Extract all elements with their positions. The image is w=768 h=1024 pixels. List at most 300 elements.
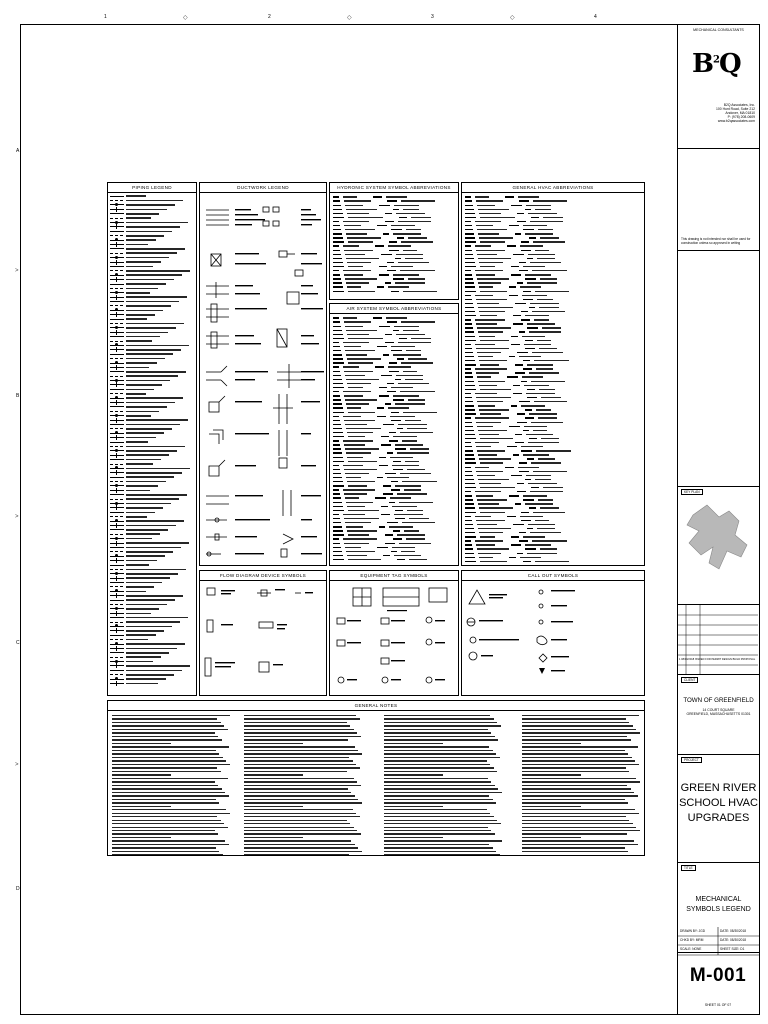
definition-mark — [477, 450, 505, 451]
definition-mark — [480, 364, 499, 365]
client-label: CLIENT — [681, 677, 698, 683]
abbreviation-mark — [397, 428, 403, 429]
pipe-line-symbol — [110, 415, 124, 416]
legend-text-mark — [126, 472, 182, 474]
abbreviation-mark — [399, 338, 407, 339]
note-text-mark — [384, 809, 487, 810]
definition-mark — [479, 458, 511, 459]
note-text-mark — [244, 809, 353, 810]
abbreviation-mark — [333, 245, 339, 246]
abbreviation-mark — [511, 544, 521, 545]
definition-mark — [403, 209, 419, 210]
note-text-mark — [112, 753, 219, 754]
definition-mark — [398, 262, 429, 263]
abbreviation-mark — [333, 481, 343, 482]
drawing-title — [678, 895, 759, 915]
pipe-line-symbol — [110, 503, 124, 504]
abbreviation-mark — [333, 362, 344, 363]
legend-text-mark — [126, 476, 174, 478]
abbreviation-mark — [373, 317, 382, 318]
definition-mark — [480, 561, 507, 562]
panel-title: CALL OUT SYMBOLS — [462, 571, 644, 581]
abbreviation-mark — [389, 432, 396, 433]
abbreviation-mark — [517, 213, 524, 214]
abbreviation-mark — [377, 286, 384, 287]
definition-mark — [345, 326, 363, 327]
definition-mark — [526, 434, 553, 435]
key-plan-label: KEY PLAN — [681, 489, 703, 495]
definition-mark — [534, 319, 549, 320]
legend-text-mark — [126, 314, 155, 316]
callout-symbols — [463, 582, 645, 694]
abbreviation-mark — [465, 434, 475, 435]
definition-mark — [347, 213, 369, 214]
abbreviation-mark — [511, 336, 518, 337]
abbreviation-mark — [521, 319, 530, 320]
pipe-line-symbol — [110, 420, 124, 421]
pipe-line-symbol — [110, 332, 124, 333]
project-label: PROJECT — [681, 757, 702, 763]
note-text-mark — [384, 715, 490, 716]
definition-mark — [344, 200, 371, 201]
definition-mark — [478, 553, 501, 554]
definition-mark — [344, 493, 367, 494]
definition-mark — [533, 471, 567, 472]
definition-mark — [401, 200, 435, 201]
abbreviation-mark — [465, 389, 476, 390]
firm-logo — [692, 49, 741, 79]
abbreviation-mark — [465, 319, 471, 320]
abbreviation-mark — [531, 487, 539, 488]
definition-mark — [478, 503, 499, 504]
definition-mark — [478, 258, 511, 259]
definition-mark — [523, 225, 547, 226]
note-text-mark — [112, 820, 221, 821]
legend-text-mark — [126, 397, 183, 399]
definition-mark — [476, 520, 505, 521]
abbreviation-mark — [525, 348, 535, 349]
firm-line: Andover, MA 01810 — [725, 111, 755, 115]
pipe-line-symbol — [110, 314, 124, 315]
pipe-line-symbol — [110, 490, 124, 491]
pipe-line-symbol — [110, 648, 124, 649]
pipe-line-symbol — [110, 464, 124, 465]
legend-text-mark — [126, 231, 172, 233]
abbreviation-mark — [385, 221, 394, 222]
pipe-line-symbol — [110, 209, 124, 210]
legend-text-mark — [126, 564, 149, 566]
abbreviation-mark — [465, 544, 472, 545]
definition-mark — [540, 278, 557, 279]
note-text-mark — [112, 792, 225, 793]
definition-mark — [395, 444, 423, 445]
abbreviation-mark — [333, 395, 340, 396]
definition-mark — [346, 354, 367, 355]
abbreviation-mark — [515, 364, 523, 365]
abbreviation-mark — [389, 241, 397, 242]
abbreviation-mark — [465, 340, 476, 341]
pipe-line-symbol — [110, 341, 124, 342]
abbreviation-mark — [333, 526, 342, 527]
definition-mark — [480, 462, 503, 463]
abbreviation-mark — [333, 282, 342, 283]
definition-mark — [398, 424, 427, 425]
legend-text-mark — [126, 674, 174, 676]
abbreviation-mark — [333, 213, 343, 214]
abbreviation-mark — [391, 551, 397, 552]
note-text-mark — [244, 830, 357, 831]
definition-mark — [394, 326, 419, 327]
definition-mark — [389, 526, 413, 527]
legend-text-mark — [126, 279, 174, 281]
drawn-date: DATE: 08/30/2018 — [720, 929, 746, 933]
pipe-line-symbol — [110, 411, 124, 412]
abbreviation-mark — [465, 540, 471, 541]
equipment-tag-symbols-panel — [329, 570, 459, 696]
notes-column — [522, 715, 640, 851]
abbreviation-mark — [465, 270, 471, 271]
definition-mark — [527, 282, 557, 283]
pipe-line-symbol — [110, 270, 124, 271]
abbreviation-mark — [333, 379, 342, 380]
definition-mark — [478, 454, 497, 455]
abbreviation-mark — [381, 506, 388, 507]
definition-mark — [479, 409, 509, 410]
legend-text-mark — [301, 308, 323, 309]
definition-mark — [526, 475, 551, 476]
note-text-mark — [112, 813, 230, 814]
pipe-line-symbol — [110, 279, 124, 280]
pipe-line-symbol — [110, 371, 124, 372]
pipe-line-symbol — [110, 586, 124, 587]
definition-mark — [345, 497, 359, 498]
legend-text-mark — [126, 217, 151, 219]
pipe-line-symbol — [110, 253, 124, 254]
abbreviation-mark — [377, 416, 386, 417]
panel-title: GENERAL NOTES — [108, 701, 644, 711]
definition-mark — [531, 462, 561, 463]
pipe-line-symbol — [110, 556, 124, 557]
definition-mark — [520, 286, 541, 287]
definition-mark — [535, 520, 549, 521]
abbreviation-mark — [465, 295, 471, 296]
abbreviation-mark — [379, 465, 388, 466]
legend-text-mark — [126, 547, 181, 549]
pipe-line-symbol — [110, 218, 124, 219]
abbreviation-mark — [387, 262, 394, 263]
ductwork-symbols — [201, 194, 327, 564]
abbreviation-mark — [333, 502, 342, 503]
definition-mark — [475, 516, 491, 517]
definition-mark — [531, 381, 565, 382]
note-text-mark — [112, 771, 221, 772]
abbreviation-row — [333, 558, 455, 562]
pipe-line-symbol — [110, 349, 124, 350]
callout-symbols-panel — [461, 570, 645, 696]
abbreviation-mark — [465, 524, 473, 525]
definition-mark — [540, 237, 559, 238]
legend-text-mark — [126, 555, 165, 557]
legend-text-mark — [126, 608, 159, 610]
panel-title: PIPING LEGEND — [108, 183, 196, 193]
abbreviation-mark — [465, 475, 473, 476]
abbreviation-mark — [519, 262, 526, 263]
legend-text-mark — [235, 465, 256, 466]
abbreviation-mark — [523, 561, 531, 562]
note-text-mark — [384, 764, 490, 765]
firm-address — [716, 103, 755, 123]
definition-mark — [521, 446, 543, 447]
definition-mark — [477, 499, 507, 500]
abbreviation-mark — [379, 205, 390, 206]
legend-text-mark — [126, 617, 188, 619]
definition-mark — [475, 344, 495, 345]
note-text-mark — [522, 743, 581, 744]
abbreviation-mark — [465, 348, 472, 349]
abbreviation-mark — [333, 440, 339, 441]
definition-mark — [347, 530, 377, 531]
abbreviation-mark — [333, 205, 341, 206]
definition-mark — [526, 393, 555, 394]
note-text-mark — [112, 830, 215, 831]
note-text-mark — [244, 736, 361, 737]
abbreviation-mark — [517, 282, 523, 283]
legend-text-mark — [126, 327, 176, 329]
note-text-mark — [522, 725, 633, 726]
pipe-line-symbol — [110, 543, 124, 544]
note-text-mark — [244, 844, 355, 845]
definition-mark — [399, 502, 433, 503]
note-text-mark — [522, 813, 639, 814]
definition-mark — [345, 473, 369, 474]
abbreviation-mark — [525, 409, 532, 410]
pipe-line-symbol — [110, 622, 124, 623]
legend-text-mark — [126, 261, 161, 263]
legend-text-mark — [126, 560, 157, 562]
definition-mark — [347, 262, 371, 263]
definition-mark — [475, 417, 509, 418]
legend-text-mark — [126, 529, 168, 531]
definition-mark — [541, 397, 561, 398]
note-text-mark — [384, 729, 488, 730]
definition-mark — [345, 399, 377, 400]
definition-mark — [541, 438, 559, 439]
definition-mark — [403, 250, 417, 251]
definition-mark — [345, 424, 367, 425]
legend-text-mark — [301, 224, 312, 225]
abbreviation-mark — [465, 405, 474, 406]
pipe-line-symbol — [110, 288, 124, 289]
hvac-abbreviation-rows — [465, 195, 641, 562]
definition-mark — [479, 286, 493, 287]
definition-mark — [478, 209, 509, 210]
definition-mark — [529, 372, 559, 373]
abbreviation-mark — [527, 528, 533, 529]
definition-mark — [345, 205, 363, 206]
abbreviation-mark — [523, 430, 529, 431]
pipe-line-symbol — [110, 402, 124, 403]
abbreviation-mark — [521, 520, 531, 521]
definition-mark — [397, 452, 429, 453]
abbreviation-mark — [465, 491, 471, 492]
legend-text-mark — [126, 595, 183, 597]
panel-title: DUCTWORK LEGEND — [200, 183, 326, 193]
abbreviation-mark — [377, 225, 387, 226]
abbreviation-mark — [389, 250, 399, 251]
abbreviation-mark — [509, 356, 515, 357]
legend-text-mark — [126, 468, 190, 470]
note-text-mark — [522, 736, 627, 737]
definition-mark — [344, 321, 371, 322]
legend-text-mark — [126, 402, 175, 404]
definition-mark — [533, 200, 567, 201]
note-text-mark — [522, 785, 627, 786]
abbreviation-mark — [387, 270, 396, 271]
abbreviation-mark — [333, 229, 341, 230]
abbreviation-mark — [387, 321, 397, 322]
definition-mark — [344, 274, 363, 275]
definition-mark — [477, 327, 511, 328]
definition-mark — [542, 327, 561, 328]
definition-mark — [345, 254, 365, 255]
legend-text-mark — [235, 253, 259, 254]
abbreviation-mark — [333, 489, 339, 490]
legend-text-mark — [126, 516, 147, 518]
drawn-by: DRAWN BY: JGD — [680, 929, 706, 933]
abbreviation-mark — [509, 286, 516, 287]
client-name: TOWN OF GREENFIELD — [683, 697, 754, 704]
abbreviation-mark — [465, 561, 476, 562]
legend-text-mark — [235, 224, 252, 225]
definition-mark — [478, 430, 507, 431]
definition-mark — [343, 221, 369, 222]
definition-mark — [388, 407, 409, 408]
pipe-line-symbol — [110, 617, 124, 618]
note-text-mark — [112, 736, 218, 737]
pipe-line-symbol — [110, 442, 124, 443]
definition-mark — [477, 524, 497, 525]
abbreviation-mark — [333, 559, 344, 560]
abbreviation-mark — [465, 209, 474, 210]
note-text-mark — [384, 750, 493, 751]
definition-mark — [539, 389, 555, 390]
note-text-mark — [112, 847, 216, 848]
note-text-mark — [112, 739, 222, 740]
abbreviation-mark — [379, 526, 385, 527]
legend-text-mark — [126, 266, 153, 268]
note-text-mark — [112, 840, 225, 841]
abbreviation-mark — [333, 461, 344, 462]
legend-text-mark — [126, 656, 161, 658]
legend-text-mark — [301, 536, 317, 537]
definition-mark — [476, 200, 503, 201]
legend-text-mark — [235, 343, 261, 344]
sheet-size: SHEET SIZE: D1 — [720, 947, 745, 951]
abbreviation-mark — [377, 407, 384, 408]
definition-mark — [388, 245, 411, 246]
note-text-mark — [244, 802, 362, 803]
definition-mark — [477, 229, 507, 230]
abbreviation-mark — [465, 368, 471, 369]
definition-mark — [396, 334, 425, 335]
legend-text-mark — [126, 318, 147, 320]
definition-mark — [343, 245, 359, 246]
abbreviation-mark — [379, 326, 390, 327]
abbreviation-mark — [383, 424, 394, 425]
abbreviation-mark — [465, 385, 475, 386]
note-text-mark — [244, 854, 349, 855]
definition-mark — [531, 422, 563, 423]
air-abbreviation-rows — [333, 316, 455, 562]
definition-mark — [528, 524, 555, 525]
pipe-line-symbol — [110, 200, 124, 201]
definition-mark — [347, 506, 365, 507]
abbreviation-mark — [465, 327, 473, 328]
abbreviation-mark — [465, 430, 474, 431]
abbreviation-mark — [399, 217, 407, 218]
abbreviation-mark — [465, 426, 473, 427]
definition-mark — [348, 338, 383, 339]
definition-mark — [348, 266, 363, 267]
abbreviation-mark — [333, 266, 344, 267]
pipe-line-symbol — [110, 547, 124, 548]
abbreviation-mark — [529, 438, 537, 439]
definition-mark — [530, 491, 563, 492]
note-text-mark — [112, 799, 216, 800]
legend-text-mark — [126, 288, 158, 290]
abbreviation-mark — [375, 366, 384, 367]
definition-mark — [347, 555, 367, 556]
definition-mark — [407, 428, 427, 429]
note-text-mark — [522, 739, 631, 740]
definition-mark — [343, 416, 361, 417]
definition-mark — [388, 366, 411, 367]
panel-title: AIR SYSTEM SYMBOL ABBREVIATIONS — [330, 304, 458, 314]
definition-mark — [343, 391, 371, 392]
definition-mark — [534, 401, 567, 402]
abbreviation-mark — [333, 254, 341, 255]
abbreviation-mark — [333, 217, 344, 218]
definition-mark — [344, 518, 379, 519]
pipe-line-symbol — [110, 248, 124, 249]
definition-mark — [480, 438, 513, 439]
legend-text-mark — [235, 433, 269, 434]
definition-mark — [530, 532, 561, 533]
legend-text-mark — [126, 454, 169, 456]
abbreviation-mark — [333, 428, 342, 429]
flow-diagram-symbols — [201, 582, 327, 694]
definition-mark — [400, 432, 433, 433]
abbreviation-mark — [465, 397, 472, 398]
legend-text-mark — [126, 432, 164, 434]
logo-q: Q — [718, 49, 741, 79]
sheet-of: SHEET 01 OF 07 — [704, 1003, 732, 1007]
definition-mark — [475, 467, 489, 468]
abbreviation-mark — [391, 291, 399, 292]
abbreviation-mark — [515, 442, 524, 443]
definition-mark — [477, 376, 491, 377]
note-text-mark — [244, 792, 351, 793]
definition-mark — [476, 250, 505, 251]
abbreviation-mark — [531, 217, 539, 218]
project-block — [678, 755, 759, 863]
abbreviation-mark — [465, 503, 474, 504]
legend-text-mark — [126, 362, 157, 364]
legend-text-mark — [126, 586, 154, 588]
definition-mark — [525, 544, 551, 545]
legend-text-mark — [126, 520, 184, 522]
legend-text-mark — [301, 219, 321, 220]
